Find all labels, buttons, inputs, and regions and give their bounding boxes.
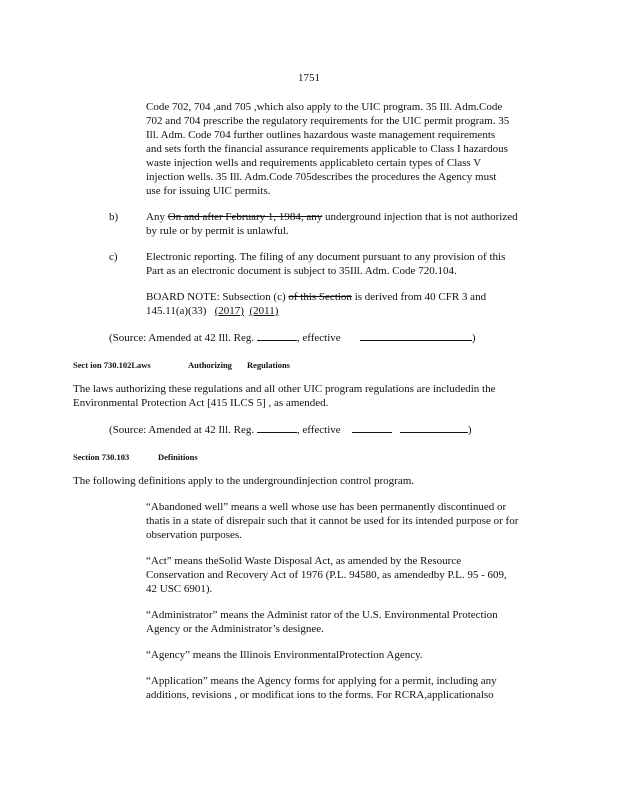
deleted-text: On and after February 1, 1984, any bbox=[167, 211, 323, 223]
section-title-word: Regulations bbox=[247, 360, 290, 370]
source-text: , effective bbox=[296, 424, 341, 436]
source-text: ) bbox=[471, 332, 476, 344]
section-number: Section 730.103 bbox=[73, 452, 130, 462]
text-line: Environmental Protection Act [415 ILCS 5] , as amended. bbox=[73, 397, 329, 409]
text-line bbox=[146, 291, 486, 304]
text-line bbox=[146, 305, 278, 318]
subsection-label: b) bbox=[109, 211, 119, 223]
text-run: Any bbox=[146, 211, 165, 223]
deleted-text: of this Section bbox=[288, 291, 352, 303]
text-line: thatis in a state of disrepair such that it cannot be used for its intended purpose or for bbox=[146, 515, 519, 527]
source-note bbox=[109, 331, 476, 345]
text-line bbox=[146, 211, 518, 224]
text-line: injection wells. 35 Ill. Adm.Code 705describes the procedures the Agency must bbox=[146, 171, 497, 183]
text-line: waste injection wells and requirements applicableto certain types of Class V bbox=[146, 157, 482, 169]
source-note bbox=[109, 423, 472, 437]
text-line: Agency or the Administrator’s designee. bbox=[146, 623, 324, 635]
source-text: (Source: Amended at 42 Ill. Reg. bbox=[109, 424, 255, 436]
text-line: 702 and 704 prescribe the regulatory requirements for the UIC permit program. 35 bbox=[146, 115, 510, 127]
text-line: “Application” means the Agency forms for applying for a permit, including any bbox=[146, 675, 497, 687]
deleted-text: (2011) bbox=[249, 305, 279, 317]
source-text: (Source: Amended at 42 Ill. Reg. bbox=[109, 332, 255, 344]
text-line: Electronic reporting. The filing of any document pursuant to any provision of this bbox=[146, 251, 506, 263]
effective-date-blank bbox=[400, 423, 468, 433]
register-volume-blank bbox=[257, 423, 297, 433]
text-line: “Abandoned well” means a well whose use has been permanently discontinued or bbox=[146, 501, 507, 513]
text-line: observation purposes. bbox=[146, 529, 242, 541]
page-number: 1751 bbox=[298, 72, 320, 84]
register-volume-blank bbox=[257, 331, 297, 341]
section-title-word: Authorizing bbox=[188, 360, 232, 370]
text-line: 42 USC 6901). bbox=[146, 583, 213, 595]
source-text: ) bbox=[467, 424, 472, 436]
text-line: “Agency” means the Illinois EnvironmentalProtection Agency. bbox=[146, 649, 423, 661]
text-line: The laws authorizing these regulations and all other UIC program regulations are includedin the bbox=[73, 383, 496, 395]
section-number: Sect ion 730.102Laws bbox=[73, 360, 151, 370]
text-line: Conservation and Recovery Act of 1976 (P.L. 94580, as amendedby P.L. 95 - 609, bbox=[146, 569, 507, 581]
effective-date-blank bbox=[352, 423, 392, 433]
text-run: is derived from 40 CFR 3 and bbox=[354, 291, 487, 303]
text-line: Ill. Adm. Code 704 further outlines hazardous waste management requirements bbox=[146, 129, 496, 141]
inserted-text: (2017) bbox=[214, 305, 244, 317]
text-line: “Act” means theSolid Waste Disposal Act, as amended by the Resource bbox=[146, 555, 462, 567]
effective-date-blank bbox=[360, 331, 472, 341]
text-run: underground injection that is not authorized bbox=[325, 211, 518, 223]
section-intro: The following definitions apply to the undergroundinjection control program. bbox=[73, 475, 415, 487]
source-text: , effective bbox=[296, 332, 341, 344]
text-line: use for issuing UIC permits. bbox=[146, 185, 271, 197]
text-line: additions, revisions , or modificat ions to the forms. For RCRA,applicationalso bbox=[146, 689, 494, 701]
text-line: Part as an electronic document is subject to 35Ill. Adm. Code 720.104. bbox=[146, 265, 457, 277]
text-line: Code 702, 704 ,and 705 ,which also apply to the UIC program. 35 Ill. Adm.Code bbox=[146, 101, 503, 113]
text-line: “Administrator” means the Administ rator of the U.S. Environmental Protection bbox=[146, 609, 498, 621]
text-run: BOARD NOTE: Subsection (c) bbox=[146, 291, 286, 303]
text-run: 145.11(a)(33) bbox=[146, 305, 207, 317]
section-title: Definitions bbox=[158, 452, 198, 462]
text-line: and sets forth the financial assurance requirements applicable to Class I hazardous bbox=[146, 143, 508, 155]
text-line: by rule or by permit is unlawful. bbox=[146, 225, 289, 237]
subsection-label: c) bbox=[109, 251, 118, 263]
